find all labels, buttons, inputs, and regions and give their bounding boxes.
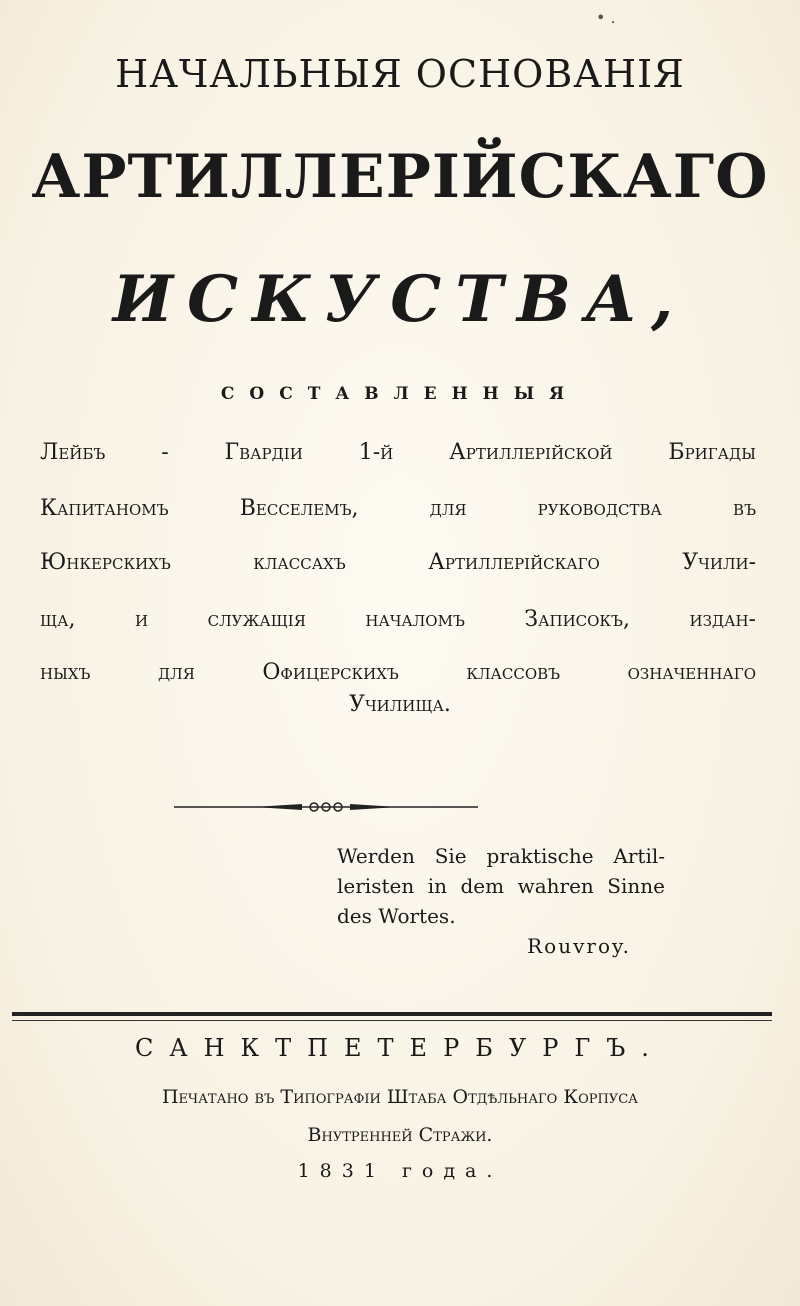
corner-mark: • . [596, 8, 616, 27]
imprint-press-line-1: Печатано въ Типографіи Штаба Отдѣльнаго Корпуса [161, 1086, 638, 1108]
epigraph-line-1: Werden Sie praktische Artil- [337, 844, 665, 868]
composed-heading: СОСТАВЛЕННЫЯ [220, 384, 580, 404]
description-line-3: Юнкерскихъ классахъ Артиллерійскаго Учили- [40, 550, 756, 575]
title-line-1: НАЧАЛЬНЫЯ ОСНОВАНІЯ [115, 52, 685, 96]
double-rule-thin [12, 1020, 772, 1021]
description-line-1: Лейбъ - Гвардіи 1-й Артиллерійской Бригады [40, 440, 756, 465]
title-line-3: ИСКУСТВА, [112, 262, 688, 337]
title-line-2: АРТИЛЛЕРІЙСКАГО [31, 142, 769, 212]
double-rule-thick [12, 1012, 772, 1016]
epigraph-line-3: des Wortes. [337, 904, 456, 928]
ornament-divider [174, 800, 478, 814]
description-line-2: Капитаномъ Весселемъ, для руководства въ [40, 496, 756, 521]
imprint-year: 1831 года. [297, 1160, 503, 1182]
description-line-4: ща, и служащія началомъ Записокъ, издан- [40, 607, 756, 632]
imprint-press-line-2: Внутренней Стражи. [307, 1124, 493, 1146]
description-line-6: Училища. [349, 692, 451, 717]
description-line-5: ныхъ для Офицерскихъ классовъ означеннаго [40, 660, 756, 685]
epigraph-author: Rouvroy. [527, 934, 631, 958]
epigraph-line-2: leristen in dem wahren Sinne [337, 874, 665, 898]
imprint-city: САНКТПЕТЕРБУРГЪ. [135, 1034, 665, 1062]
